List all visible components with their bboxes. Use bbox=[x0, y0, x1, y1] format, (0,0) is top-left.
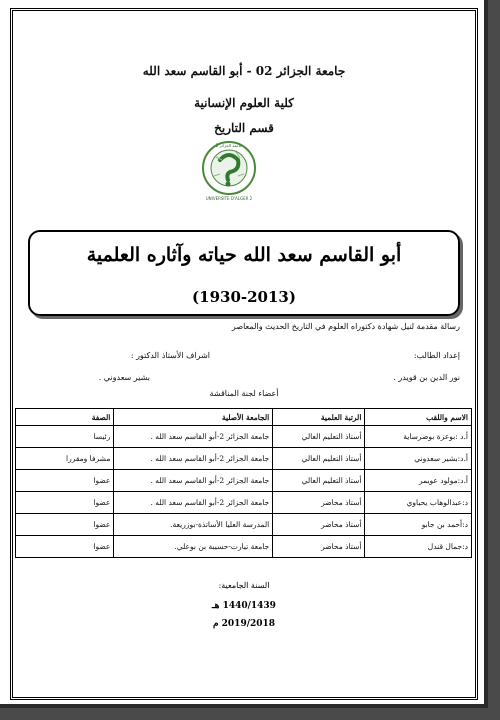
academic-year-gregorian: 2019/2018 م bbox=[212, 619, 276, 629]
thesis-title: أبو القاسم سعد الله حياته وآثاره العلمية bbox=[86, 244, 402, 266]
member-name: أ.د:بشير سعدوني bbox=[365, 448, 472, 470]
supervisor-label: اشراف الأستاذ الدكتور : bbox=[130, 351, 210, 360]
member-name: د:عبدالوهاب يحياوي bbox=[365, 492, 472, 514]
member-rank: أستاذ محاضر bbox=[273, 492, 365, 514]
member-name: أ.د :بوعزة بوضرساية bbox=[365, 426, 472, 448]
member-rank: أستاذ التعليم العالي bbox=[273, 470, 365, 492]
member-university: جامعة تيارت-حسيبة بن بوعلي. bbox=[114, 536, 273, 558]
member-role: رئيسا bbox=[16, 426, 114, 448]
committee-table bbox=[15, 408, 472, 558]
faculty-name: كلية العلوم الإنسانية bbox=[194, 96, 294, 110]
thesis-title-box bbox=[28, 230, 460, 316]
member-rank: أستاذ التعليم العالي bbox=[273, 448, 365, 470]
member-university: المدرسة العليا الأساتذة-بوزريعة. bbox=[114, 514, 273, 536]
member-university: جامعة الجزائر 2-أبو القاسم سعد الله . bbox=[114, 492, 273, 514]
header-university: الجامعة الأصلية bbox=[114, 409, 273, 426]
seal-ring-text-arabic: جامعة الجزائر 2 bbox=[215, 143, 243, 148]
table-header-row bbox=[16, 409, 472, 426]
academic-year-hijri: 1440/1439 هـ bbox=[212, 601, 276, 611]
member-rank: أستاذ محاضر bbox=[273, 514, 365, 536]
member-role: عضوا bbox=[16, 514, 114, 536]
table-row bbox=[16, 448, 472, 470]
student-name: نور الدين بن قويدر . bbox=[393, 373, 460, 382]
member-role: عضوا bbox=[16, 470, 114, 492]
member-name: أ.د:مولود عويمر bbox=[365, 470, 472, 492]
academic-year-label: السنة الجامعية: bbox=[218, 581, 270, 590]
member-rank: أستاذ التعليم العالي bbox=[273, 426, 365, 448]
member-university: جامعة الجزائر 2-أبو القاسم سعد الله . bbox=[114, 448, 273, 470]
thesis-years: (1930-2013) bbox=[192, 288, 296, 306]
member-name: د:أحمد بن جابو bbox=[365, 514, 472, 536]
header-name: الاسم واللقب bbox=[365, 409, 472, 426]
thesis-subtitle: رسالة مقدمة لنيل شهادة دكتوراه العلوم في التاريخ الحديث والمعاصر bbox=[231, 322, 460, 331]
header-rank: الرتبة العلمية bbox=[273, 409, 365, 426]
header-role: الصفة bbox=[16, 409, 114, 426]
member-rank: أستاذ محاضر bbox=[273, 536, 365, 558]
student-label: إعداد الطالب: bbox=[413, 351, 460, 360]
university-of-algiers-2-seal-icon bbox=[200, 138, 258, 202]
member-name: د:جمال قندل bbox=[365, 536, 472, 558]
member-role: عضوا bbox=[16, 536, 114, 558]
seal-ring-text: UNIVERSITE D'ALGER 2 bbox=[205, 196, 253, 201]
member-university: جامعة الجزائر 2-أبو القاسم سعد الله . bbox=[114, 426, 273, 448]
table-row bbox=[16, 470, 472, 492]
table-row bbox=[16, 426, 472, 448]
member-role: مشرفا ومقررا bbox=[16, 448, 114, 470]
table-row bbox=[16, 536, 472, 558]
university-name: جامعة الجزائر 02 - أبو القاسم سعد الله bbox=[142, 64, 346, 78]
table-row bbox=[16, 492, 472, 514]
member-role: عضوا bbox=[16, 492, 114, 514]
member-university: جامعة الجزائر 2-أبو القاسم سعد الله . bbox=[114, 470, 273, 492]
supervisor-name: بشير سعدوني . bbox=[98, 373, 150, 382]
committee-title: أعضاء لجنة المناقشة bbox=[209, 389, 279, 398]
table-row bbox=[16, 514, 472, 536]
department-name: قسم التاريخ bbox=[214, 121, 274, 135]
